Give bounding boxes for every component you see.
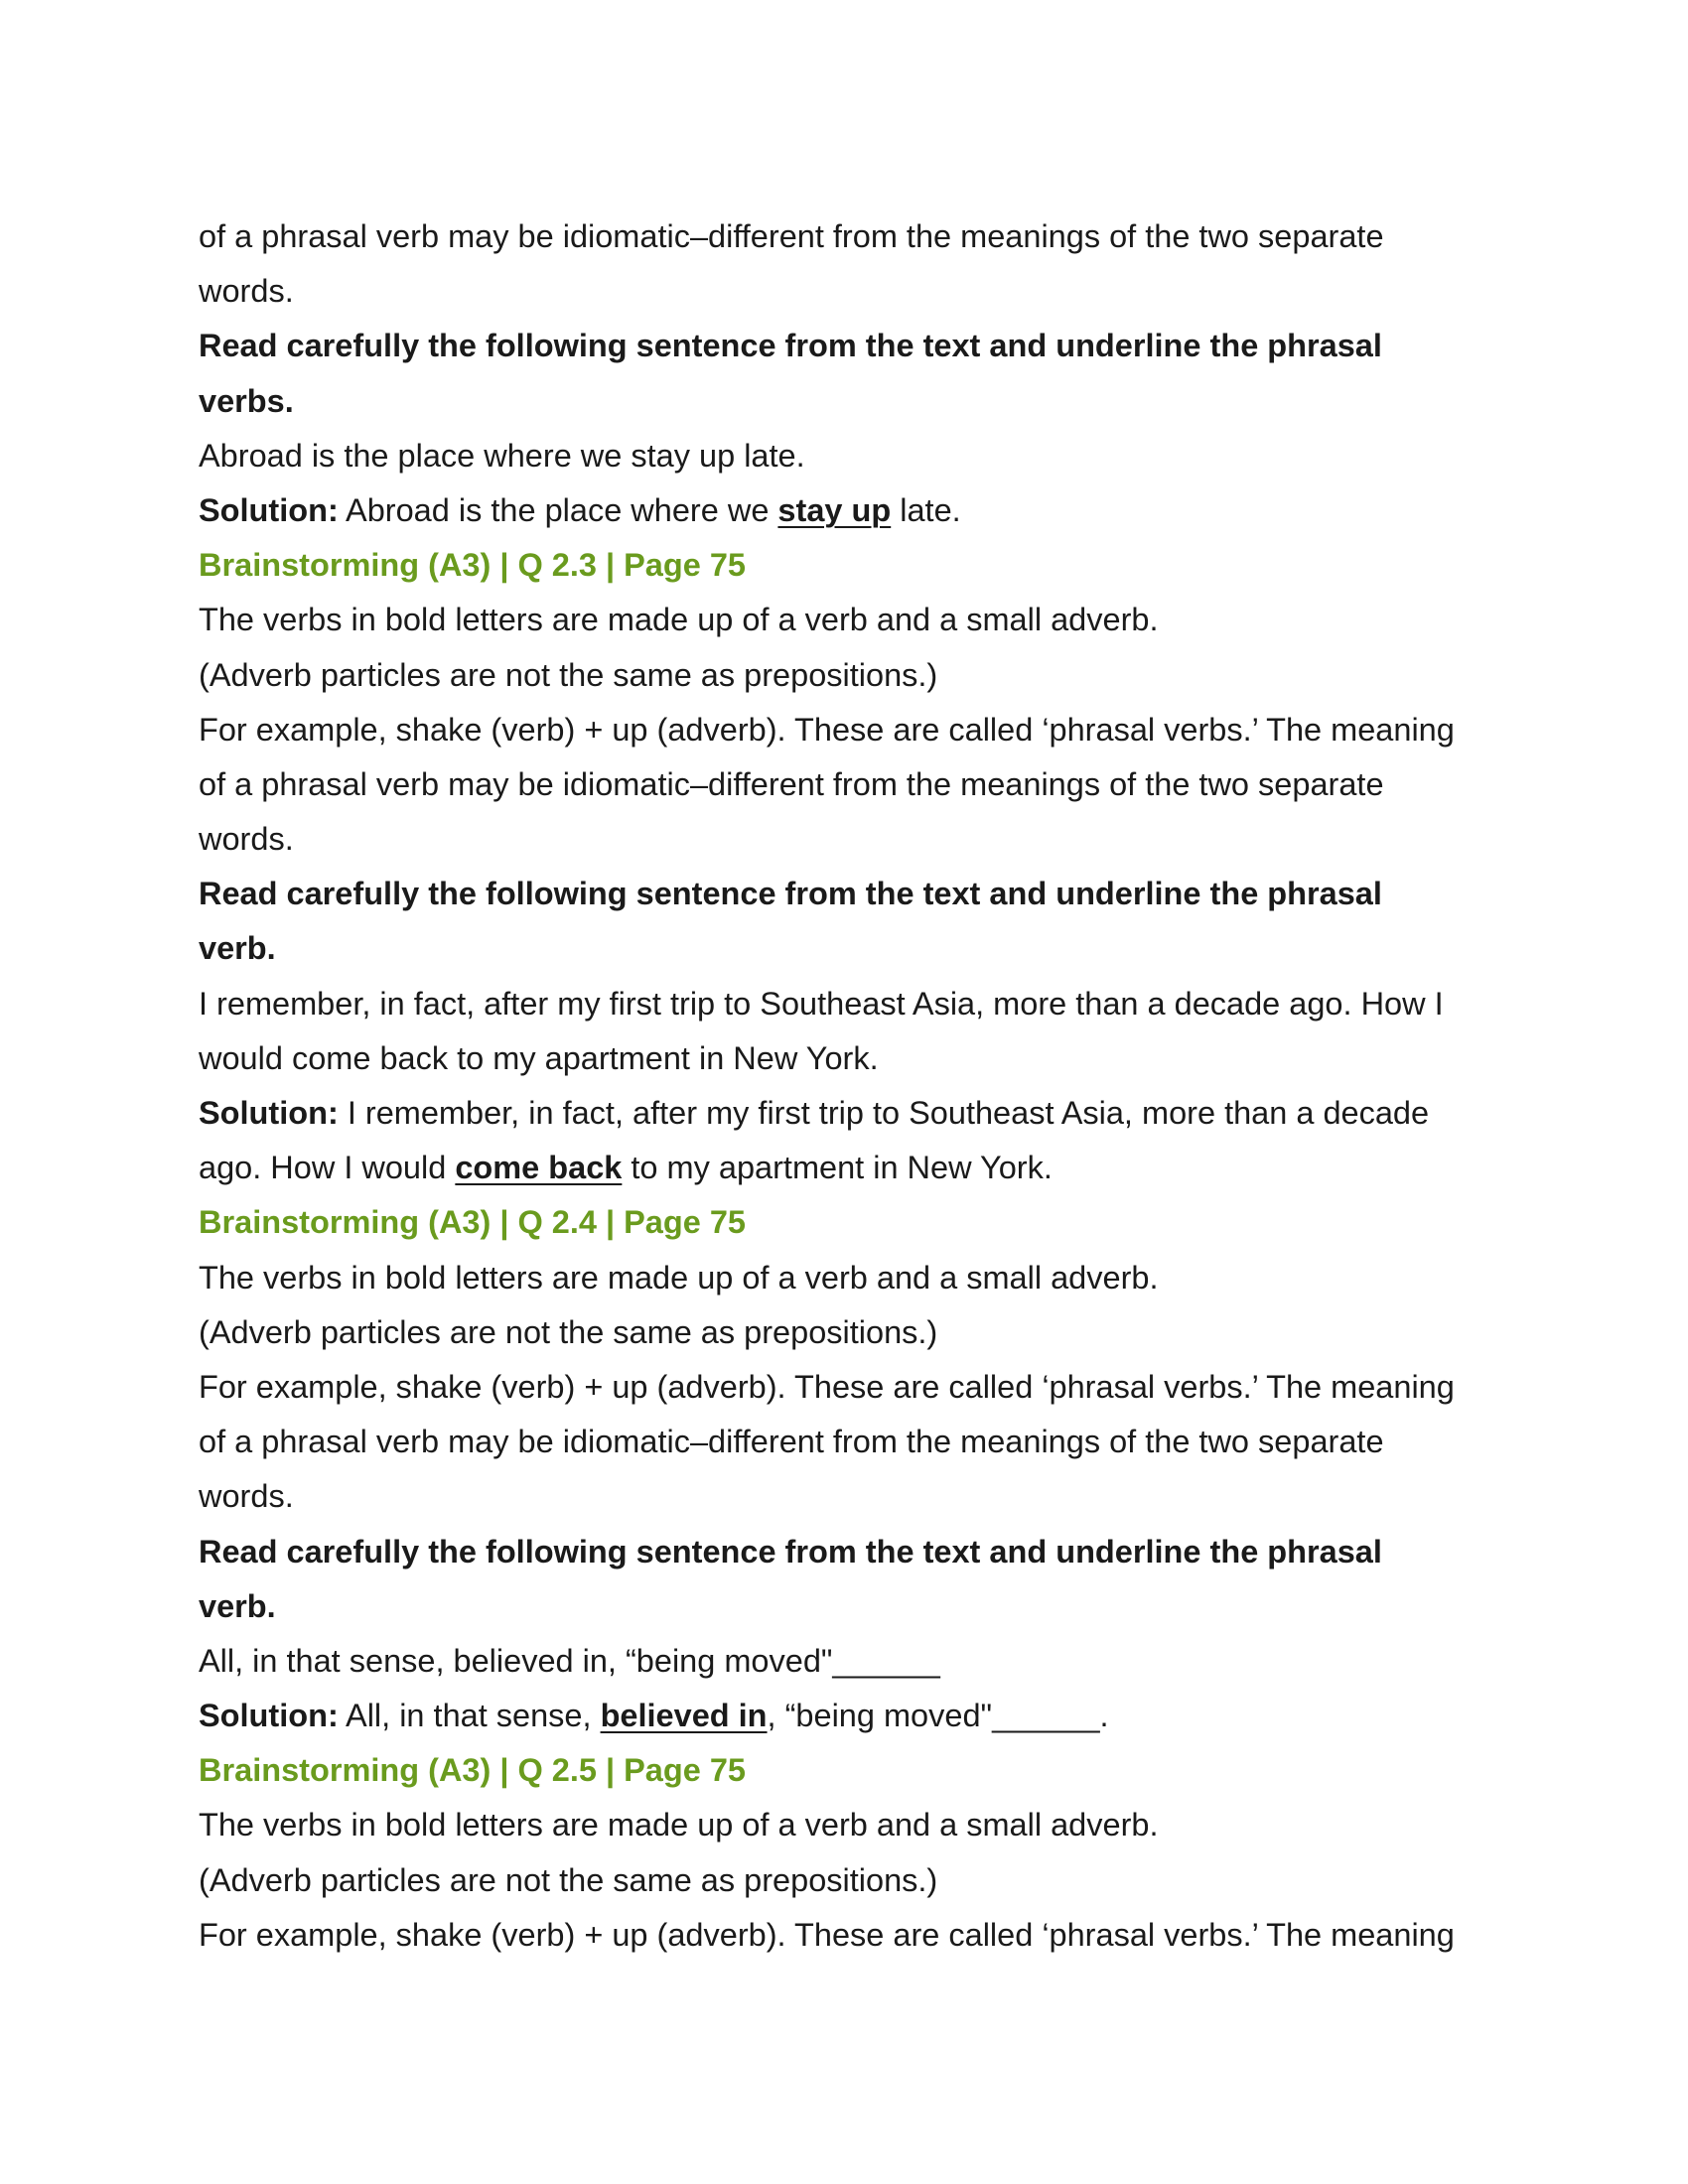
body-text-line: of a phrasal verb may be idiomatic–different from the meanings of the two separate bbox=[199, 1424, 1384, 1460]
solution-line bbox=[199, 1141, 1509, 1195]
example-sentence: Abroad is the place where we stay up late. bbox=[199, 437, 805, 474]
phrasal-verb-answer: stay up bbox=[777, 491, 892, 528]
phrasal-verb-answer: believed in bbox=[600, 1698, 768, 1734]
intro-text-line: of a phrasal verb may be idiomatic–different from the meanings of the two separate bbox=[199, 218, 1384, 254]
solution-text: I remember, in fact, after my first trip to Southeast Asia, more than a decade bbox=[338, 1095, 1430, 1131]
phrasal-verb-answer: come back bbox=[455, 1150, 623, 1186]
question-heading: Brainstorming (A3) | Q 2.4 | Page 75 bbox=[199, 1204, 746, 1241]
solution-text: late. bbox=[891, 491, 961, 528]
example-sentence: I remember, in fact, after my first trip to Southeast Asia, more than a decade ago. How I bbox=[199, 985, 1444, 1022]
instruction-text: Read carefully the following sentence from the text and underline the phrasal bbox=[199, 876, 1382, 912]
instruction-text: verbs. bbox=[199, 382, 294, 419]
body-text-line: (Adverb particles are not the same as prepositions.) bbox=[199, 1861, 938, 1898]
solution-text: ago. How I would bbox=[199, 1150, 456, 1186]
solution-label: Solution: bbox=[199, 1095, 339, 1131]
body-text-line: For example, shake (verb) + up (adverb). These are called ‘phrasal verbs.’ The meaning bbox=[199, 711, 1455, 748]
solution-line bbox=[199, 1689, 1509, 1743]
instruction-text: verb. bbox=[199, 930, 276, 967]
instruction-text: Read carefully the following sentence from the text and underline the phrasal bbox=[199, 328, 1382, 364]
body-text-line: For example, shake (verb) + up (adverb). These are called ‘phrasal verbs.’ The meaning bbox=[199, 1916, 1455, 1953]
solution-text: Abroad is the place where we bbox=[338, 491, 778, 528]
body-text-line: (Adverb particles are not the same as prepositions.) bbox=[199, 1313, 938, 1350]
solution-line bbox=[199, 483, 1509, 538]
question-heading: Brainstorming (A3) | Q 2.3 | Page 75 bbox=[199, 547, 746, 584]
example-sentence: would come back to my apartment in New York. bbox=[199, 1039, 879, 1076]
body-text-line: The verbs in bold letters are made up of a verb and a small adverb. bbox=[199, 1807, 1159, 1843]
instruction-text: verb. bbox=[199, 1587, 276, 1624]
body-text-line: (Adverb particles are not the same as prepositions.) bbox=[199, 656, 938, 693]
body-text-line: of a phrasal verb may be idiomatic–different from the meanings of the two separate bbox=[199, 765, 1384, 802]
solution-text: , “being moved"______. bbox=[767, 1698, 1109, 1734]
question-heading: Brainstorming (A3) | Q 2.5 | Page 75 bbox=[199, 1752, 746, 1789]
example-sentence: All, in that sense, believed in, “being moved"______ bbox=[199, 1642, 940, 1679]
solution-label: Solution: bbox=[199, 491, 339, 528]
body-text-line: The verbs in bold letters are made up of a verb and a small adverb. bbox=[199, 602, 1159, 638]
body-text-line: The verbs in bold letters are made up of a verb and a small adverb. bbox=[199, 1259, 1159, 1296]
intro-text-line: words. bbox=[199, 273, 294, 310]
body-text-line: For example, shake (verb) + up (adverb). These are called ‘phrasal verbs.’ The meaning bbox=[199, 1368, 1455, 1405]
body-text-line: words. bbox=[199, 821, 294, 858]
solution-text: All, in that sense, bbox=[338, 1698, 601, 1734]
page-content bbox=[199, 209, 1509, 1963]
solution-label: Solution: bbox=[199, 1698, 339, 1734]
solution-line bbox=[199, 1086, 1509, 1141]
instruction-text: Read carefully the following sentence from the text and underline the phrasal bbox=[199, 1533, 1382, 1570]
solution-text: to my apartment in New York. bbox=[622, 1150, 1053, 1186]
body-text-line: words. bbox=[199, 1478, 294, 1515]
